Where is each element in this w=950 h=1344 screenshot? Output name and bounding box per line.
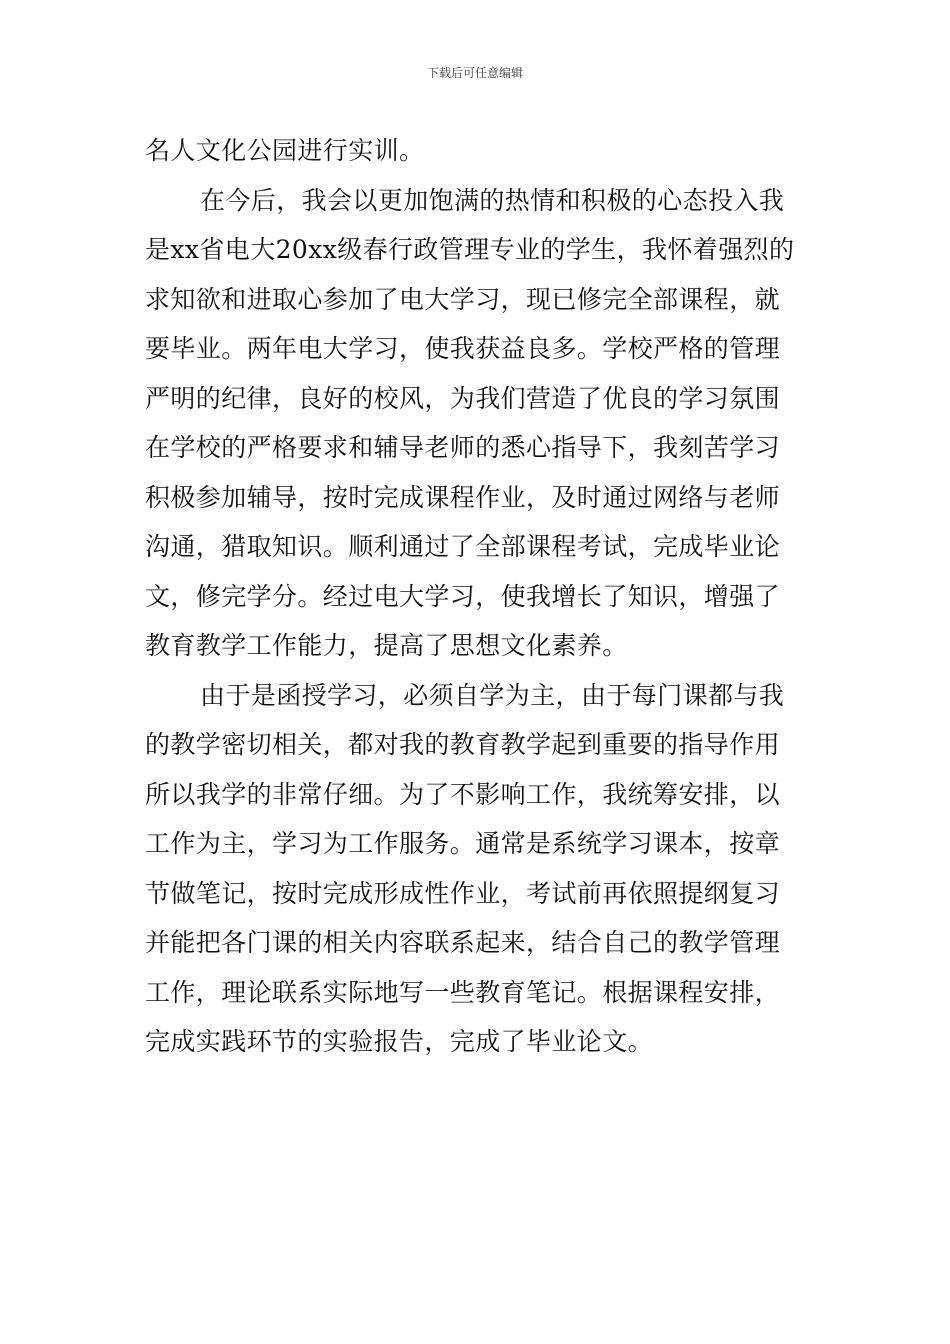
document-body [145,126,810,1067]
text-line: 所以我学的非常仔细。为了不影响工作，我统筹安排，以 [145,779,781,809]
text-line: 的教学密切相关，都对我的教育教学起到重要的指导作用 [145,730,781,759]
text-line: 教育教学工作能力，提高了思想文化素养。 [145,631,628,660]
text-line: 完成实践环节的实验报告，完成了毕业论文。 [145,1027,654,1056]
text-line: 工作，理论联系实际地写一些教育笔记。根据课程安排， [145,977,781,1007]
paragraph-start-line: 在今后，我会以更加饱满的热情和积极的心态投入我 [200,185,785,215]
text-line: 求知欲和进取心参加了电大学习，现已修完全部课程，就 [145,284,781,314]
text-line: 节做笔记，按时完成形成性作业，考试前再依照提纲复习 [145,878,781,908]
text-line: 积极参加辅导，按时完成课程作业，及时通过网络与老师 [145,482,781,512]
text-line: 要毕业。两年电大学习，使我获益良多。学校严格的管理 [145,334,781,363]
text-line: 文，修完学分。经过电大学习，使我增长了知识，增强了 [145,581,781,611]
text-line: 并能把各门课的相关内容联系起来，结合自己的教学管理 [145,928,781,957]
text-line: 在学校的严格要求和辅导老师的悉心指导下，我刻苦学习 [145,433,781,462]
text-line: 名人文化公园进行实训。 [145,136,425,165]
text-line: 是xx省电大20xx级春行政管理专业的学生，我怀着强烈的 [145,235,795,264]
text-line: 工作为主，学习为工作服务。通常是系统学习课本，按章 [145,829,781,858]
text-line: 严明的纪律，良好的校风，为我们营造了优良的学习氛围 [145,383,781,413]
page-header: 下载后可任意编辑 [426,66,523,80]
paragraph-start-line: 由于是函授学习，必须自学为主，由于每门课都与我 [200,680,785,710]
text-line: 沟通，猎取知识。顺利通过了全部课程考试，完成毕业论 [145,532,781,561]
